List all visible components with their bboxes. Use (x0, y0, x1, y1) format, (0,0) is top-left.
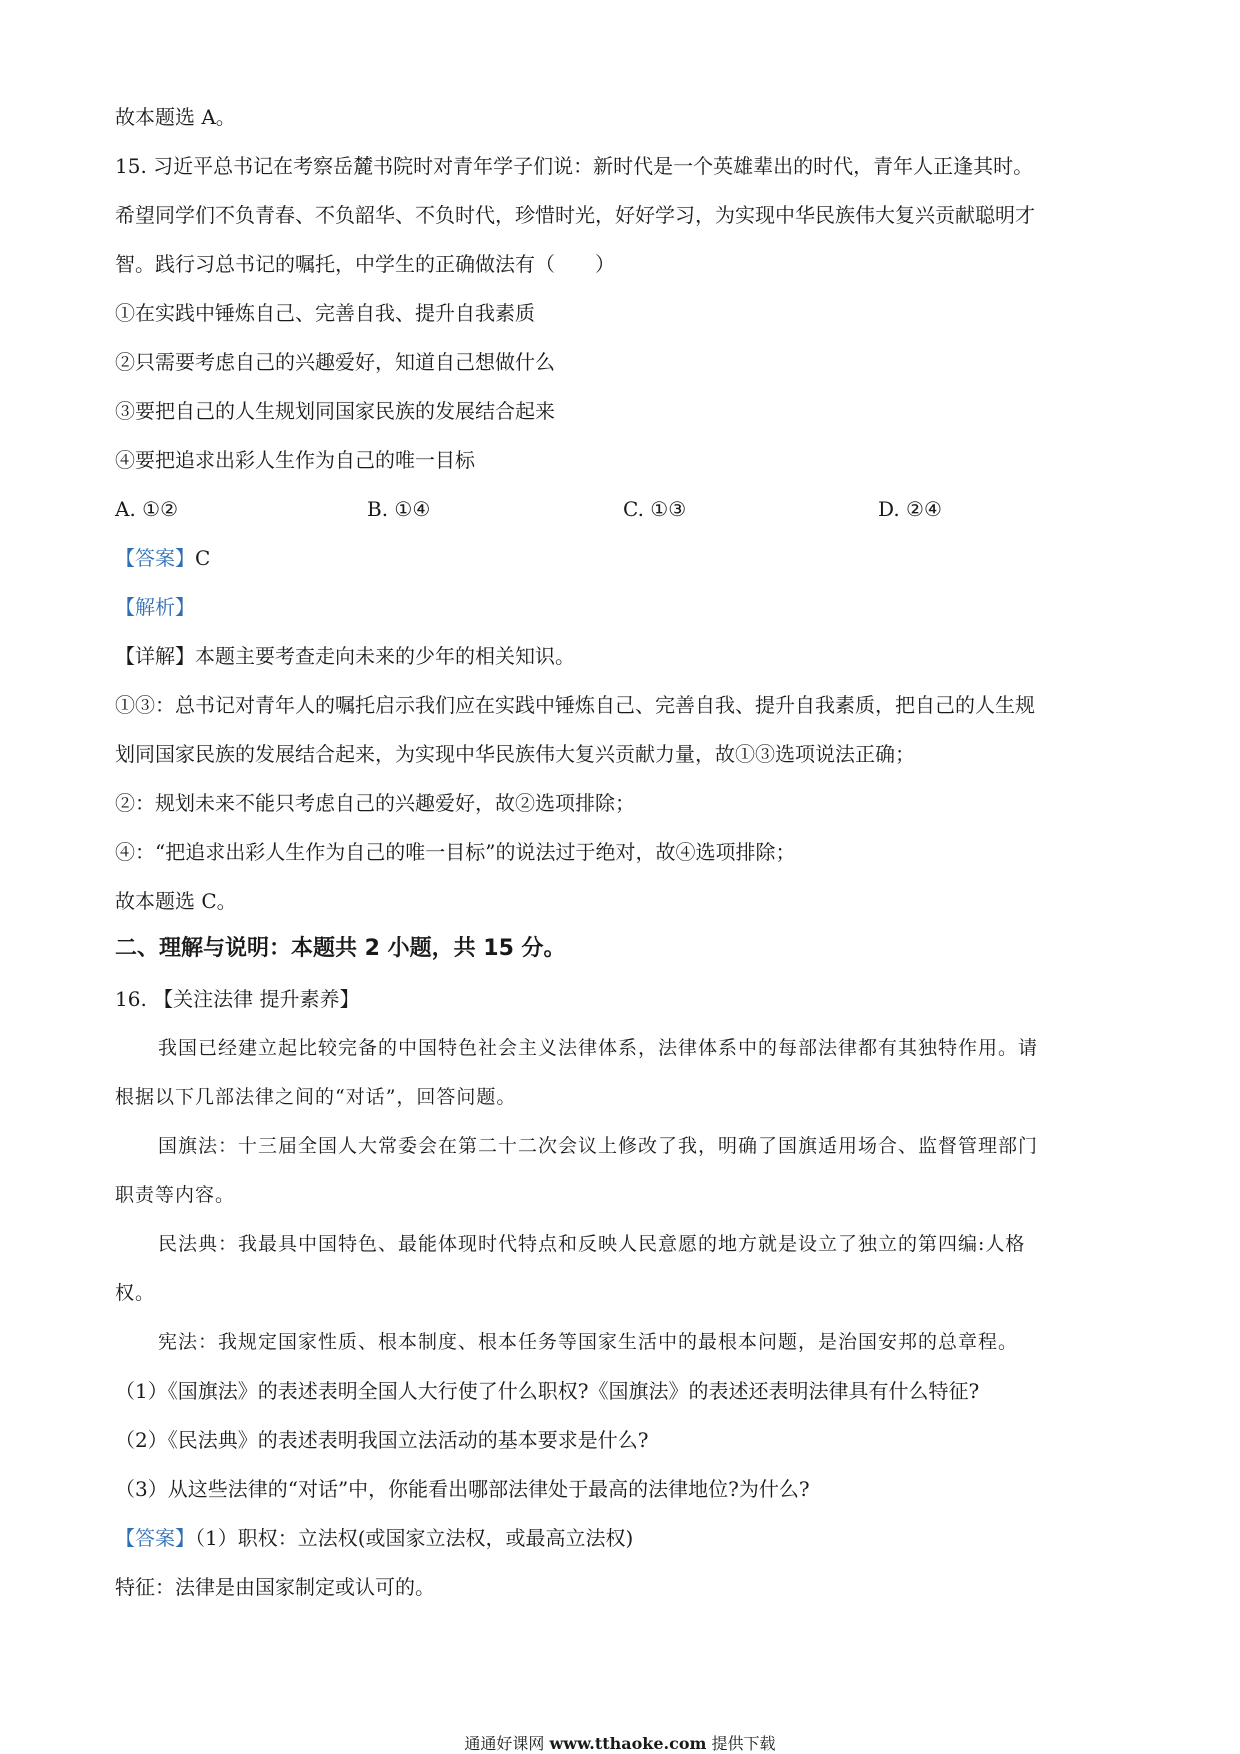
detail-13-b: 划同国家民族的发展结合起来，为实现中华民族伟大复兴贡献力量，故①③选项说法正确； (115, 742, 915, 766)
material-intro-1: 我国已经建立起比较完备的中国特色社会主义法律体系，法律体系中的每部法律都有其独特作用。请 (158, 1037, 1039, 1059)
option-c: C. ①③ (623, 497, 687, 521)
statement-2: ②只需要考虑自己的兴趣爱好，知道自己想做什么 (115, 350, 555, 374)
options-row (115, 495, 1015, 523)
footer-note: 提供下载 (711, 1734, 776, 1753)
flag-law-2: 职责等内容。 (115, 1184, 236, 1206)
detail-13-a: ①③：总书记对青年人的嘱托启示我们应在实践中锤炼自己、完善自我、提升自我素质，把自己的人生规 (115, 693, 1035, 717)
statement-4: ④要把追求出彩人生作为自己的唯一目标 (115, 448, 475, 472)
detail-intro: 【详解】本题主要考查走向未来的少年的相关知识。 (115, 644, 575, 668)
sub-question-1: （1）《国旗法》的表述表明全国人大行使了什么职权?《国旗法》的表述还表明法律具有什么特征? (115, 1379, 980, 1403)
flag-law-1: 国旗法：十三届全国人大常委会在第二十二次会议上修改了我，明确了国旗适用场合、监督管理部门 (158, 1135, 1039, 1157)
section-heading: 二、理解与说明：本题共 2 小题，共 15 分。 (115, 936, 566, 961)
constitution: 宪法：我规定国家性质、根本制度、根本任务等国家生活中的最根本问题，是治国安邦的总章程。 (158, 1331, 1019, 1353)
statement-3: ③要把自己的人生规划同国家民族的发展结合起来 (115, 399, 555, 423)
material-intro-2: 根据以下几部法律之间的“对话”，回答问题。 (115, 1086, 517, 1108)
question-15-stem-1: 15. 习近平总书记在考察岳麓书院时对青年学子们说：新时代是一个英雄辈出的时代，青年人正逢其时。 (115, 154, 1034, 178)
detail-4: ④：“把追求出彩人生作为自己的唯一目标”的说法过于绝对，故④选项排除； (115, 840, 796, 864)
footer-url[interactable]: www.tthaoke.com (549, 1734, 707, 1753)
answer-16-text: （1）职权：立法权(或国家立法权，或最高立法权) (195, 1526, 634, 1550)
footer-site-name: 通通好课网 (464, 1734, 545, 1753)
detail-2: ②：规划未来不能只考虑自己的兴趣爱好，故②选项排除； (115, 791, 635, 815)
statement-1: ①在实践中锤炼自己、完善自我、提升自我素质 (115, 301, 535, 325)
answer-16-feature: 特征：法律是由国家制定或认可的。 (115, 1575, 435, 1599)
answer-tag: 【答案】 (115, 546, 195, 570)
civil-code-1: 民法典：我最具中国特色、最能体现时代特点和反映人民意愿的地方就是设立了独立的第四编:人格 (158, 1233, 1026, 1255)
sub-question-2: （2）《民法典》的表述表明我国立法活动的基本要求是什么? (115, 1428, 649, 1452)
conclusion-q14: 故本题选 A。 (115, 105, 236, 129)
civil-code-2: 权。 (115, 1282, 156, 1304)
option-a: A. ①② (115, 497, 179, 521)
option-d: D. ②④ (878, 497, 942, 521)
question-15-stem-2: 希望同学们不负青春、不负韶华、不负时代，珍惜时光，好好学习，为实现中华民族伟大复兴贡献聪明才 (115, 203, 1035, 227)
page-footer (0, 1734, 1240, 1754)
sub-question-3: （3）从这些法律的“对话”中，你能看出哪部法律处于最高的法律地位?为什么? (115, 1477, 810, 1501)
answer-16-line (115, 1524, 633, 1552)
question-15-stem-3: 智。践行习总书记的嘱托，中学生的正确做法有（ ） (115, 252, 615, 276)
conclusion-q15: 故本题选 C。 (115, 889, 237, 913)
question-16-title: 16. 【关注法律 提升素养】 (115, 987, 360, 1011)
answer-line (115, 544, 210, 572)
answer-value: C (195, 546, 211, 570)
analysis-tag: 【解析】 (115, 595, 195, 619)
answer-16-tag: 【答案】 (115, 1526, 195, 1550)
option-b: B. ①④ (367, 497, 431, 521)
